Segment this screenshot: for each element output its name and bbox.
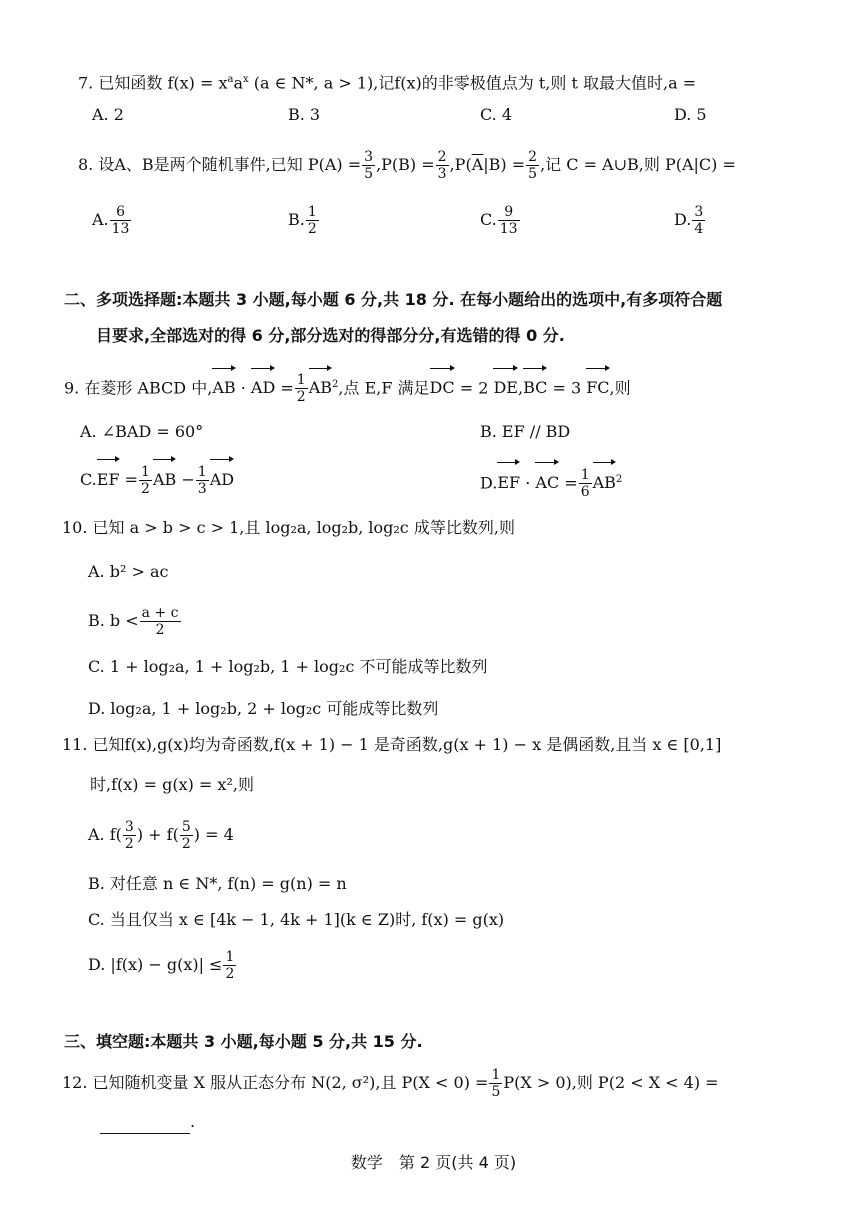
q10-optb-num: a + c: [141, 605, 179, 621]
q9-optd-vec-ef: EF: [497, 465, 520, 501]
q12-part-a: 已知随机变量 X 服从正态分布 N(2, σ²),且 P(X < 0) =: [92, 1073, 489, 1092]
q8-frac-pb: [436, 150, 449, 181]
section-3-heading: 三、填空题:本题共 3 小题,每小题 5 分,共 15 分.: [64, 1032, 423, 1051]
q7-sup: a: [227, 74, 234, 85]
q8-pb-num: 2: [437, 149, 447, 165]
q9-dot: ·: [235, 378, 251, 398]
q9-optd-sq: 2: [615, 474, 623, 485]
q10-optb-frac: [140, 606, 181, 637]
q11-opta-post: = 4: [200, 825, 234, 844]
question-7-stem: [78, 68, 696, 95]
question-number: 7.: [78, 73, 94, 93]
q10-option-c: C. 1 + log₂a, 1 + log₂b, 1 + log₂c 不可能成等比数列: [88, 657, 488, 676]
q8-option-a: [92, 202, 132, 238]
q10-optb-den: 2: [155, 622, 165, 638]
q8-opt-a-den: 13: [111, 221, 130, 237]
q9-vec-ab2: AB: [309, 371, 332, 405]
q10-optb-pre: B. b <: [88, 611, 139, 630]
q8-option-d: [674, 202, 706, 238]
q9-vec-bc: BC: [523, 371, 547, 405]
q8-pc-den: 5: [528, 166, 538, 182]
q8-frac-pa: [362, 150, 375, 181]
q9-vec-de: DE: [493, 371, 518, 405]
q9-optd-vec-ac: AC: [535, 465, 559, 501]
q7-option-b: B. 3: [288, 105, 321, 124]
q8-opt-a-num: 6: [110, 205, 132, 221]
q9-vec-dc: DC: [430, 371, 455, 405]
q8-abar: $\overline{A}$: [471, 155, 484, 174]
q9-optd-label: D.: [480, 473, 498, 493]
q11-optd-frac: [223, 950, 236, 981]
q12-answer-blank[interactable]: [100, 1110, 195, 1134]
q10-stem-text: 已知 a > b > c > 1,且 log₂a, log₂b, log₂c 成等比数列,则: [92, 518, 515, 537]
q9-optd-eq: =: [559, 473, 578, 493]
q8-opt-a-label: A.: [92, 210, 109, 229]
q8-opt-b-frac: [306, 205, 319, 236]
page-footer: 数学 第 2 页(共 4 页): [350, 1153, 517, 1172]
q8-part-e: ,记 C = A∪B,则 P(A|C) =: [540, 155, 736, 174]
question-11-stem: [62, 733, 721, 757]
q8-opt-d-num: 3: [694, 204, 704, 220]
q7-sup2: x: [243, 74, 249, 85]
q7-option-c: C. 4: [480, 105, 513, 124]
q9-option-a: A. ∠BAD = 60°: [80, 422, 204, 441]
q9-part-d: = 3: [547, 378, 587, 398]
q8-pb-den: 3: [437, 166, 447, 182]
q11-option-c: C. 当且仅当 x ∈ [4k − 1, 4k + 1](k ∈ Z)时, f(x) = g(x): [88, 910, 505, 929]
q9-vec-ab: AB: [212, 371, 235, 405]
q11-opta-frac2: [180, 820, 193, 851]
q11-optd-den: 2: [225, 966, 235, 982]
q7-func: f(x) = x: [167, 73, 228, 93]
q11-line1: 已知f(x),g(x)均为奇函数,f(x + 1) − 1 是奇函数,g(x + 1) − x 是偶函数,且当 x ∈ [0,1]: [92, 735, 722, 754]
q9-optd-n: 1: [580, 467, 590, 484]
q11-opta-n2: 5: [181, 819, 191, 835]
q10-option-a: A. b² > ac: [88, 562, 169, 581]
q9-optc-vec-ab: AB: [153, 462, 176, 498]
q8-part-d: |B) =: [483, 155, 526, 174]
q8-option-c: [480, 202, 521, 238]
q9-option-c: [80, 462, 234, 498]
q9-optc-vec-ef: EF: [97, 462, 120, 498]
q7-option-a: A. 2: [92, 105, 124, 124]
section-2-heading-cont: 目要求,全部选对的得 6 分,部分选对的得部分分,有选错的得 0 分.: [96, 326, 565, 345]
q9-part-c: = 2: [454, 378, 494, 398]
q8-opt-c-num: 9: [498, 205, 520, 221]
q9-optc-minus: −: [176, 470, 195, 489]
q9-optc-n2: 1: [197, 464, 207, 480]
q9-part-e: ,则: [609, 378, 631, 398]
q8-opt-b-den: 2: [307, 221, 317, 237]
q10-option-d: D. log₂a, 1 + log₂b, 2 + log₂c 可能成等比数列: [88, 699, 439, 718]
q8-opt-c-den: 13: [499, 221, 518, 237]
q11-opta-n1: 3: [124, 819, 134, 835]
q9-optd-vec-ab: AB: [593, 465, 616, 501]
q7-mid: a: [233, 73, 244, 93]
q8-option-b: [288, 202, 320, 238]
q9-optc-n1: 1: [141, 464, 150, 480]
q8-part-b: ,P(B) =: [376, 155, 435, 174]
q11-optd-num: 1: [225, 949, 235, 965]
q11-opta-pre: A. f: [88, 825, 116, 844]
q9-frac: [295, 373, 308, 404]
q8-pa-num: 3: [364, 149, 374, 165]
q8-opt-c-label: C.: [480, 210, 497, 229]
q7-stem-prefix: 已知函数: [98, 73, 163, 93]
question-number: 12.: [62, 1073, 88, 1092]
q9-option-b: B. EF // BD: [480, 422, 571, 441]
q8-opt-b-num: 1: [307, 204, 317, 220]
q9-vec-fc: FC: [586, 371, 609, 405]
q9-option-d: [480, 462, 622, 501]
q11-option-d: [88, 946, 237, 984]
answer-blank-line[interactable]: [100, 1119, 190, 1134]
q8-opt-d-den: 4: [694, 221, 704, 237]
q8-pc-num: 2: [528, 149, 538, 165]
q9-optc-d1: 2: [141, 481, 150, 497]
q8-part-c: ,P(: [449, 155, 472, 174]
q12-frac: [489, 1068, 502, 1099]
q9-frac-den: 2: [296, 389, 306, 406]
q9-optc-frac2: [196, 465, 209, 496]
q8-frac-pc: [526, 150, 539, 181]
q9-optd-dot: ·: [520, 473, 536, 493]
q11-opta-frac1: [123, 820, 136, 851]
q11-optd-pre: D. |f(x) − g(x)| ≤: [88, 955, 223, 974]
q8-opt-b-label: B.: [288, 210, 305, 229]
q9-comma: ,: [517, 378, 524, 398]
q8-pa-den: 5: [364, 166, 374, 182]
q9-optd-frac: [579, 468, 592, 499]
q9-frac-num: 1: [296, 372, 306, 389]
q12-frac-num: 1: [491, 1067, 501, 1083]
q9-eq: =: [275, 378, 294, 398]
q9-part-a: 在菱形 ABCD 中,: [84, 378, 213, 398]
question-number: 11.: [62, 735, 88, 754]
q10-option-b: [88, 602, 182, 640]
question-number: 8.: [78, 155, 94, 174]
q11-stem-cont: 时,f(x) = g(x) = x²,则: [90, 775, 254, 794]
q9-optc-d2: 3: [197, 481, 207, 497]
q8-opt-d-frac: [692, 205, 705, 236]
section-2-heading: 二、多项选择题:本题共 3 小题,每小题 6 分,共 18 分. 在每小题给出的选项中,有多项符合题: [64, 290, 723, 309]
q8-opt-c-frac: [498, 205, 520, 236]
q9-optc-vec-ad: AD: [210, 462, 234, 498]
question-12-stem: [62, 1066, 719, 1100]
q12-end: .: [190, 1112, 196, 1131]
q9-optc-eq: =: [119, 470, 139, 489]
q7-domain: (a ∈ N*, a > 1): [253, 73, 374, 93]
question-number: 10.: [62, 518, 88, 537]
question-8-stem: [78, 148, 736, 182]
q8-opt-d-label: D.: [674, 210, 692, 229]
q11-opta-mid: + f: [143, 825, 173, 844]
q11-option-b: B. 对任意 n ∈ N*, f(n) = g(n) = n: [88, 874, 347, 893]
q9-optc-label: C.: [80, 470, 97, 489]
question-9-stem: [64, 368, 631, 405]
q12-frac-den: 5: [491, 1084, 501, 1100]
q8-part-a: 设A、B是两个随机事件,已知 P(A) =: [98, 155, 362, 174]
question-number: 9.: [64, 378, 80, 398]
q9-sq: 2: [332, 379, 339, 390]
q11-option-a: A. f( $\frac{3}{2}$ ) + f( $\frac{5}{2}$ ) = 4: [88, 819, 234, 852]
q11-opta-d2: 2: [181, 836, 191, 852]
q11-opta-d1: 2: [124, 836, 134, 852]
q9-part-b: ,点 E,F 满足: [338, 378, 430, 398]
q7-option-d: D. 5: [674, 105, 707, 124]
question-10-stem: [62, 516, 515, 540]
q7-suffix: ,记f(x)的非零极值点为 t,则 t 取最大值时,a =: [373, 73, 697, 93]
q9-optd-d: 6: [580, 484, 590, 501]
q9-optc-frac1: [139, 465, 152, 496]
q12-part-b: P(X > 0),则 P(2 < X < 4) =: [503, 1073, 719, 1092]
q9-vec-ad: AD: [251, 371, 275, 405]
q8-opt-a-frac: [110, 205, 132, 236]
